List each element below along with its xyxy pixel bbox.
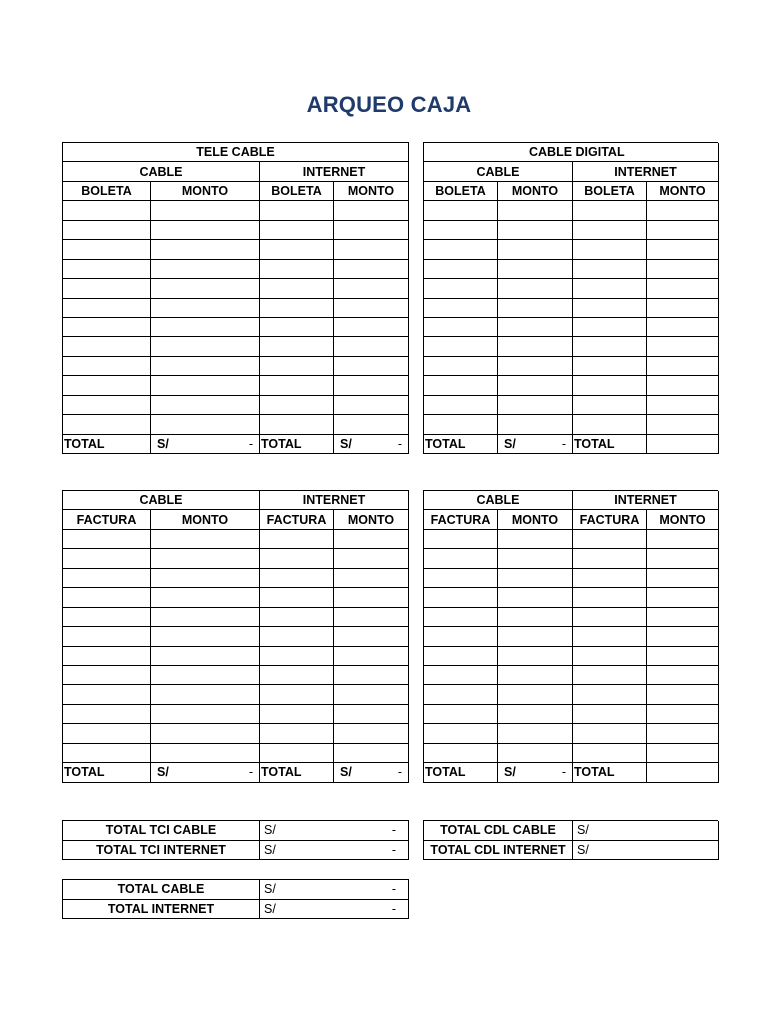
entry-cell[interactable] [498,318,573,337]
entry-cell[interactable] [334,744,409,763]
entry-cell[interactable] [498,415,573,434]
entry-cell[interactable] [573,724,647,743]
total-amount [647,763,719,782]
entry-cell[interactable] [63,588,151,607]
entry-cell[interactable] [151,588,260,607]
entry-cell[interactable] [151,705,260,724]
entry-cell[interactable] [334,666,409,685]
table-heading: TELE CABLE [63,143,409,162]
entry-cell[interactable] [260,260,334,279]
entry-cell[interactable] [647,415,719,434]
entry-cell[interactable] [573,415,647,434]
entry-cell[interactable] [498,376,573,395]
entry-cell[interactable] [151,744,260,763]
entry-cell[interactable] [647,666,719,685]
entry-cell[interactable] [334,627,409,646]
cable-digital-boleta-table [423,142,718,454]
entry-cell[interactable] [63,627,151,646]
column-header-monto: MONTO [334,182,409,201]
entry-cell[interactable] [151,608,260,627]
entry-cell[interactable] [63,608,151,627]
entry-cell[interactable] [334,724,409,743]
entry-cell[interactable] [260,201,334,220]
entry-cell[interactable] [573,744,647,763]
entry-cell[interactable] [498,588,573,607]
entry-cell[interactable] [63,260,151,279]
entry-cell[interactable] [498,201,573,220]
entry-cell[interactable] [334,569,409,588]
entry-cell[interactable] [260,376,334,395]
entry-cell[interactable] [573,647,647,666]
entry-cell[interactable] [498,724,573,743]
entry-cell[interactable] [63,357,151,376]
group-header-internet: INTERNET [260,491,409,510]
entry-cell[interactable] [498,647,573,666]
column-header-monto: MONTO [151,182,260,201]
entry-cell[interactable] [647,627,719,646]
entry-cell[interactable] [63,569,151,588]
entry-cell[interactable] [334,221,409,240]
total-tci-cable-value: S/ - [260,821,409,841]
entry-cell[interactable] [63,318,151,337]
total-amount: S/ - [151,435,260,454]
entry-cell[interactable] [573,337,647,356]
entry-cell[interactable] [334,588,409,607]
entry-cell[interactable] [151,376,260,395]
entry-cell[interactable] [424,569,498,588]
entry-cell[interactable] [63,705,151,724]
column-header-boleta: BOLETA [573,182,647,201]
entry-cell[interactable] [151,569,260,588]
total-label: TOTAL [424,763,498,782]
entry-cell[interactable] [260,724,334,743]
entry-cell[interactable] [424,744,498,763]
entry-cell[interactable] [573,685,647,704]
total-amount: S/ - [334,763,409,782]
general-totals-table [62,879,409,919]
entry-cell[interactable] [63,549,151,568]
total-amount: S/ - [498,763,573,782]
entry-cell[interactable] [151,240,260,259]
entry-cell[interactable] [63,744,151,763]
entry-cell[interactable] [63,201,151,220]
group-header-internet: INTERNET [573,491,719,510]
entry-cell[interactable] [498,337,573,356]
column-header-factura: FACTURA [260,510,334,529]
entry-cell[interactable] [498,240,573,259]
entry-cell[interactable] [151,260,260,279]
table-heading: CABLE DIGITAL [424,143,719,162]
entry-cell[interactable] [573,549,647,568]
entry-cell[interactable] [573,569,647,588]
entry-cell[interactable] [151,221,260,240]
total-internet-value: S/ - [260,900,409,920]
entry-cell[interactable] [424,627,498,646]
entry-cell[interactable] [151,627,260,646]
entry-cell[interactable] [260,240,334,259]
entry-cell[interactable] [260,549,334,568]
total-cdl-internet-value: S/ [573,841,719,861]
entry-cell[interactable] [63,221,151,240]
entry-cell[interactable] [334,530,409,549]
entry-cell[interactable] [424,260,498,279]
entry-cell[interactable] [334,201,409,220]
entry-cell[interactable] [151,724,260,743]
total-cable-label: TOTAL CABLE [63,880,260,900]
entry-cell[interactable] [647,705,719,724]
entry-cell[interactable] [63,376,151,395]
entry-cell[interactable] [334,240,409,259]
entry-cell[interactable] [334,337,409,356]
entry-cell[interactable] [647,724,719,743]
entry-cell[interactable] [63,396,151,415]
total-amount: S/ - [498,435,573,454]
total-cable-value: S/ - [260,880,409,900]
entry-cell[interactable] [424,376,498,395]
entry-cell[interactable] [647,744,719,763]
entry-cell[interactable] [647,260,719,279]
entry-cell[interactable] [63,299,151,318]
entry-cell[interactable] [424,279,498,298]
column-header-boleta: BOLETA [260,182,334,201]
entry-cell[interactable] [260,608,334,627]
cdl-totals-table [423,820,718,860]
total-tci-internet-label: TOTAL TCI INTERNET [63,841,260,861]
entry-cell[interactable] [334,705,409,724]
entry-cell[interactable] [260,221,334,240]
entry-cell[interactable] [647,569,719,588]
entry-cell[interactable] [260,627,334,646]
entry-cell[interactable] [260,530,334,549]
entry-cell[interactable] [647,530,719,549]
tci-totals-table [62,820,409,860]
total-label: TOTAL [573,763,647,782]
entry-cell[interactable] [151,685,260,704]
tele-cable-boleta-table [62,142,409,454]
entry-cell[interactable] [573,608,647,627]
entry-cell[interactable] [573,260,647,279]
entry-cell[interactable] [424,530,498,549]
entry-cell[interactable] [647,685,719,704]
group-header-cable: CABLE [424,162,573,181]
entry-cell[interactable] [498,279,573,298]
entry-cell[interactable] [151,201,260,220]
entry-cell[interactable] [260,396,334,415]
column-header-factura: FACTURA [424,510,498,529]
entry-cell[interactable] [260,685,334,704]
tele-cable-factura-table [62,490,409,783]
column-header-monto: MONTO [647,182,719,201]
total-cdl-cable-label: TOTAL CDL CABLE [424,821,573,841]
entry-cell[interactable] [151,396,260,415]
group-header-internet: INTERNET [573,162,719,181]
entry-cell[interactable] [647,357,719,376]
group-header-cable: CABLE [63,491,260,510]
entry-cell[interactable] [647,376,719,395]
entry-cell[interactable] [424,221,498,240]
entry-cell[interactable] [424,318,498,337]
entry-cell[interactable] [63,530,151,549]
entry-cell[interactable] [63,337,151,356]
entry-cell[interactable] [151,279,260,298]
entry-cell[interactable] [151,530,260,549]
entry-cell[interactable] [334,299,409,318]
entry-cell[interactable] [573,318,647,337]
entry-cell[interactable] [334,318,409,337]
entry-cell[interactable] [573,201,647,220]
entry-cell[interactable] [573,221,647,240]
entry-cell[interactable] [498,221,573,240]
entry-cell[interactable] [647,279,719,298]
entry-cell[interactable] [498,569,573,588]
entry-cell[interactable] [151,415,260,434]
total-label: TOTAL [260,435,334,454]
entry-cell[interactable] [498,685,573,704]
entry-cell[interactable] [334,647,409,666]
entry-cell[interactable] [573,396,647,415]
entry-cell[interactable] [647,337,719,356]
entry-cell[interactable] [647,588,719,607]
entry-cell[interactable] [151,318,260,337]
entry-cell[interactable] [334,685,409,704]
total-label: TOTAL [260,763,334,782]
total-label: TOTAL [63,763,151,782]
page-title: ARQUEO CAJA [306,92,472,117]
entry-cell[interactable] [424,705,498,724]
entry-cell[interactable] [151,337,260,356]
entry-cell[interactable] [334,549,409,568]
total-label: TOTAL [63,435,151,454]
entry-cell[interactable] [498,608,573,627]
entry-cell[interactable] [63,240,151,259]
entry-cell[interactable] [573,705,647,724]
entry-cell[interactable] [498,299,573,318]
entry-cell[interactable] [498,744,573,763]
entry-cell[interactable] [647,221,719,240]
group-header-cable: CABLE [424,491,573,510]
total-amount: S/ - [334,435,409,454]
column-header-monto: MONTO [498,182,573,201]
entry-cell[interactable] [647,608,719,627]
entry-cell[interactable] [424,608,498,627]
entry-cell[interactable] [334,415,409,434]
entry-cell[interactable] [260,415,334,434]
entry-cell[interactable] [573,299,647,318]
total-cdl-cable-value: S/ [573,821,719,841]
entry-cell[interactable] [647,318,719,337]
entry-cell[interactable] [424,685,498,704]
entry-cell[interactable] [498,705,573,724]
entry-cell[interactable] [260,337,334,356]
entry-cell[interactable] [424,724,498,743]
entry-cell[interactable] [573,588,647,607]
entry-cell[interactable] [334,260,409,279]
entry-cell[interactable] [334,608,409,627]
entry-cell[interactable] [424,396,498,415]
entry-cell[interactable] [260,588,334,607]
entry-cell[interactable] [424,337,498,356]
entry-cell[interactable] [498,666,573,685]
total-amount: S/ - [151,763,260,782]
entry-cell[interactable] [334,357,409,376]
column-header-monto: MONTO [647,510,719,529]
entry-cell[interactable] [424,549,498,568]
entry-cell[interactable] [647,240,719,259]
column-header-monto: MONTO [151,510,260,529]
column-header-boleta: BOLETA [63,182,151,201]
entry-cell[interactable] [151,357,260,376]
entry-cell[interactable] [151,299,260,318]
entry-cell[interactable] [498,260,573,279]
entry-cell[interactable] [260,299,334,318]
entry-cell[interactable] [498,396,573,415]
total-cdl-internet-label: TOTAL CDL INTERNET [424,841,573,861]
entry-cell[interactable] [573,666,647,685]
entry-cell[interactable] [647,549,719,568]
entry-cell[interactable] [334,396,409,415]
total-label: TOTAL [573,435,647,454]
entry-cell[interactable] [63,724,151,743]
column-header-factura: FACTURA [573,510,647,529]
total-tci-internet-value: S/ - [260,841,409,861]
entry-cell[interactable] [424,666,498,685]
entry-cell[interactable] [260,318,334,337]
entry-cell[interactable] [260,666,334,685]
entry-cell[interactable] [424,588,498,607]
column-header-monto: MONTO [498,510,573,529]
entry-cell[interactable] [647,396,719,415]
entry-cell[interactable] [424,299,498,318]
entry-cell[interactable] [498,627,573,646]
entry-cell[interactable] [573,627,647,646]
entry-cell[interactable] [260,279,334,298]
entry-cell[interactable] [647,201,719,220]
entry-cell[interactable] [424,240,498,259]
column-header-factura: FACTURA [63,510,151,529]
total-label: TOTAL [424,435,498,454]
group-header-internet: INTERNET [260,162,409,181]
entry-cell[interactable] [63,279,151,298]
entry-cell[interactable] [424,201,498,220]
column-header-monto: MONTO [334,510,409,529]
entry-cell[interactable] [260,744,334,763]
entry-cell[interactable] [498,530,573,549]
entry-cell[interactable] [260,647,334,666]
entry-cell[interactable] [424,415,498,434]
entry-cell[interactable] [151,666,260,685]
entry-cell[interactable] [424,357,498,376]
entry-cell[interactable] [573,530,647,549]
entry-cell[interactable] [573,376,647,395]
entry-cell[interactable] [573,240,647,259]
entry-cell[interactable] [63,647,151,666]
entry-cell[interactable] [151,647,260,666]
entry-cell[interactable] [260,357,334,376]
entry-cell[interactable] [573,279,647,298]
entry-cell[interactable] [498,549,573,568]
cable-digital-factura-table [423,490,718,783]
entry-cell[interactable] [498,357,573,376]
total-tci-cable-label: TOTAL TCI CABLE [63,821,260,841]
entry-cell[interactable] [63,666,151,685]
group-header-cable: CABLE [63,162,260,181]
total-internet-label: TOTAL INTERNET [63,900,260,920]
entry-cell[interactable] [260,705,334,724]
entry-cell[interactable] [334,376,409,395]
total-amount [647,435,719,454]
entry-cell[interactable] [63,685,151,704]
entry-cell[interactable] [334,279,409,298]
entry-cell[interactable] [647,299,719,318]
column-header-boleta: BOLETA [424,182,498,201]
entry-cell[interactable] [63,415,151,434]
entry-cell[interactable] [573,357,647,376]
entry-cell[interactable] [260,569,334,588]
entry-cell[interactable] [647,647,719,666]
entry-cell[interactable] [424,647,498,666]
entry-cell[interactable] [151,549,260,568]
